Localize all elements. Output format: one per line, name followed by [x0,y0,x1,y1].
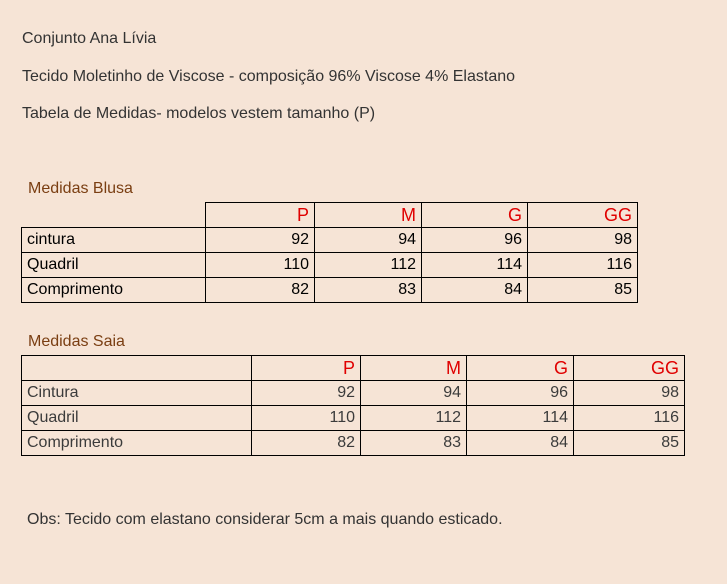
table-row [22,228,638,253]
product-title: Conjunto Ana Lívia [22,30,157,47]
skirt-section-title: Medidas Saia [28,333,125,350]
fabric-composition: Tecido Moletinho de Viscose - composição 96% Viscose 4% Elastano [22,68,516,85]
size-header: GG [574,356,685,381]
table-header-row [22,203,638,228]
size-header: M [361,356,467,381]
row-label: Comprimento [22,431,252,456]
measure-value: 114 [467,406,574,431]
size-note: Tabela de Medidas- modelos vestem tamanho (P) [22,105,376,122]
skirt-measurements-table [21,355,685,456]
measure-value: 110 [252,406,361,431]
row-label: cintura [22,228,206,253]
size-header: M [315,203,422,228]
measure-value: 82 [252,431,361,456]
measure-value: 116 [528,253,638,278]
size-header: G [422,203,528,228]
observation-note: Obs: Tecido com elastano considerar 5cm a mais quando esticado. [27,511,503,528]
measure-value: 96 [422,228,528,253]
measure-value: 85 [528,278,638,303]
table-row [22,278,638,303]
size-header: G [467,356,574,381]
measure-value: 94 [315,228,422,253]
row-label: Comprimento [22,278,206,303]
measure-value: 92 [252,381,361,406]
table-row [22,431,685,456]
measure-value: 94 [361,381,467,406]
table-row [22,406,685,431]
table-header-row [22,356,685,381]
measure-value: 110 [206,253,315,278]
table-row [22,253,638,278]
measure-value: 85 [574,431,685,456]
measure-value: 92 [206,228,315,253]
row-label: Cintura [22,381,252,406]
row-label: Quadril [22,406,252,431]
measure-value: 96 [467,381,574,406]
table-corner-cell [22,203,206,228]
measure-value: 112 [315,253,422,278]
size-header: P [252,356,361,381]
measure-value: 98 [528,228,638,253]
table-corner-cell [22,356,252,381]
measure-value: 114 [422,253,528,278]
blouse-section-title: Medidas Blusa [28,180,133,197]
table-row [22,381,685,406]
measure-value: 83 [315,278,422,303]
measure-value: 116 [574,406,685,431]
blouse-measurements-table [21,202,638,303]
row-label: Quadril [22,253,206,278]
measure-value: 98 [574,381,685,406]
size-header: GG [528,203,638,228]
measure-value: 84 [467,431,574,456]
measure-value: 82 [206,278,315,303]
measure-value: 83 [361,431,467,456]
size-header: P [206,203,315,228]
measure-value: 112 [361,406,467,431]
measure-value: 84 [422,278,528,303]
